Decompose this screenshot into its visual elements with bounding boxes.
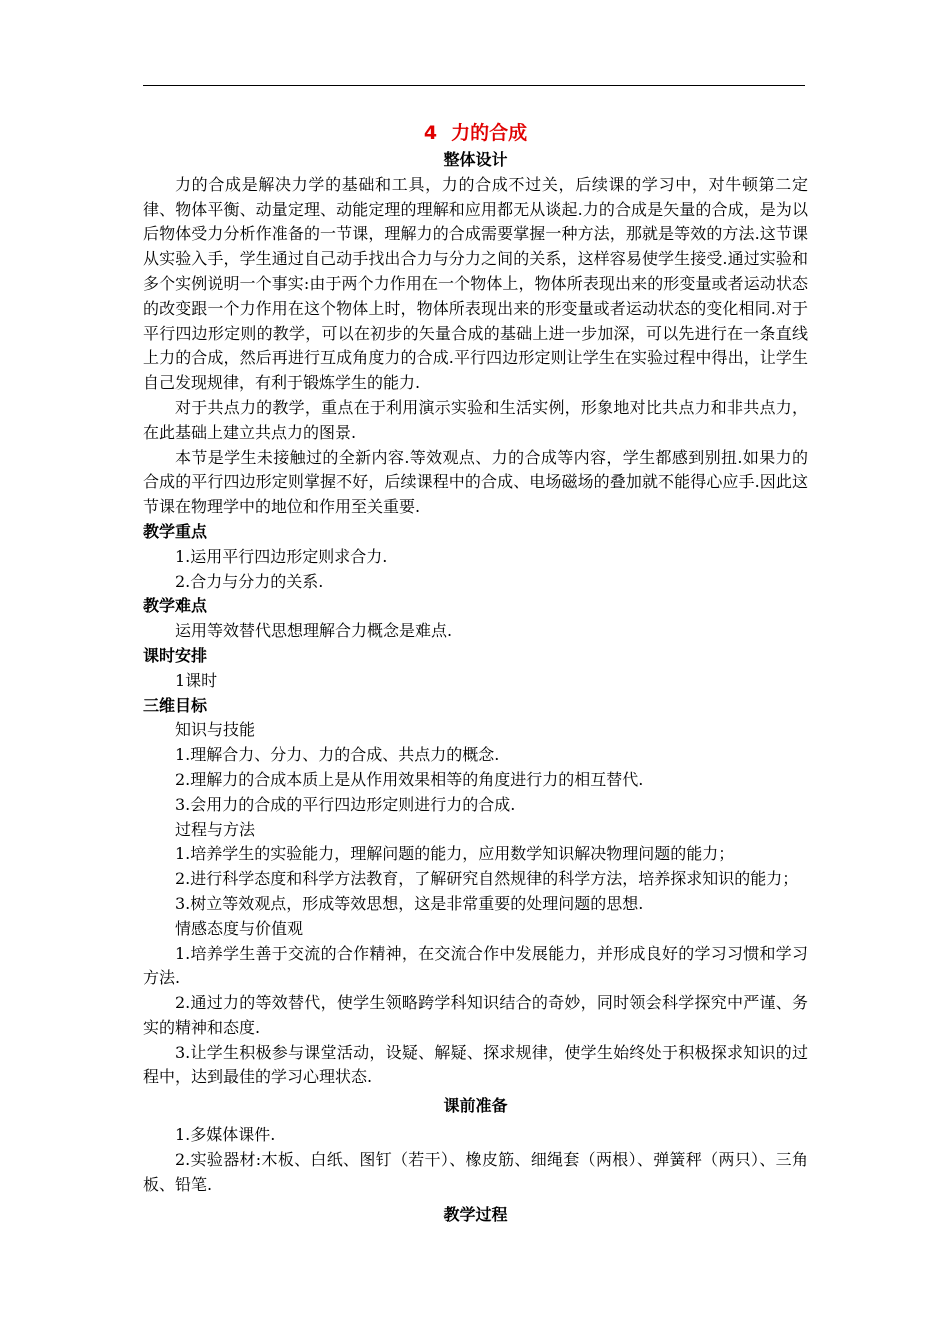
lesson-title [143, 118, 808, 148]
process-item: 1.培养学生的实验能力，理解问题的能力，应用数学知识解决物理问题的能力； [175, 844, 735, 864]
lesson-number: 4 [423, 122, 438, 144]
knowledge-item: 2.理解力的合成本质上是从作用效果相等的角度进行力的相互替代. [175, 769, 644, 789]
key-point-item: 1.运用平行四边形定则求合力. [175, 546, 388, 566]
attitude-item: 1.培养学生善于交流的合作精神，在交流合作中发展能力，并形成良好的学习习惯和学习方法. [143, 943, 808, 988]
process-item: 3.树立等效观点，形成等效思想，这是非常重要的处理问题的思想. [175, 893, 644, 913]
process-label: 过程与方法 [175, 819, 256, 839]
knowledge-item: 3.会用力的合成的平行四边形定则进行力的合成. [175, 794, 516, 814]
key-point-item: 2.合力与分力的关系. [175, 571, 324, 591]
key-points-heading: 教学重点 [143, 521, 208, 541]
header-rule [143, 85, 805, 86]
lesson-title-text: 力的合成 [451, 122, 528, 144]
preparation-item: 2.实验器材:木板、白纸、图钉（若干）、橡皮筋、细绳套（两根）、弹簧秤（两只）、三角板、铅笔. [143, 1149, 808, 1194]
process-item: 2.进行科学态度和科学方法教育，了解研究自然规律的科学方法，培养探求知识的能力； [175, 869, 799, 889]
overall-design-heading: 整体设计 [443, 150, 508, 169]
document-page [143, 118, 808, 1228]
attitude-item: 2.通过力的等效替代，使学生领略跨学科知识结合的奇妙，同时领会科学探究中严谨、务实的精神和态度. [143, 993, 808, 1037]
preparation-heading: 课前准备 [443, 1096, 508, 1116]
overall-design-paragraph-1: 力的合成是解决力学的基础和工具，力的合成不过关，后续课的学习中，对牛顿第二定律、物体平衡、动量定理、动能定理的理解和应用都无从谈起.力的合成是矢量的合成，是为以后物体受力分析作准备的一节课，理解力的合成需要掌握一种方法，那就是等效的方法.这节课从实验入手，学生通过自己动手找出合力与分力之间的关系，这样容易使学生接受.通过实验和多个实例说明一个事实:由于两个力作用在一个物体上，物体所表现出来的形变量或者运动状态的改变跟一个力作用在这个物体上时，物体所表现出来的形变量或者运动状态的变化相同.对于平行四边形定则的教学，可以在初步的矢量合成的基础上进一步加深，可以先进行在一条直线上力的合成，然后再进行互成角度力的合成.平行四边形定则让学生在实验过程中得出，让学生自己发现规律，有利于锻炼学生的能力. [143, 174, 808, 393]
knowledge-label: 知识与技能 [175, 720, 256, 740]
objectives-heading: 三维目标 [143, 695, 208, 715]
attitude-label: 情感态度与价值观 [175, 918, 304, 938]
attitude-item: 3.让学生积极参与课堂活动，设疑、解疑、探求规律，使学生始终处于积极探求知识的过程中，达到最佳的学习心理状态. [143, 1042, 808, 1087]
preparation-item: 1.多媒体课件. [175, 1125, 276, 1145]
overall-design-paragraph-3: 本节是学生未接触过的全新内容.等效观点、力的合成等内容，学生都感到别扭.如果力的合成的平行四边形定则掌握不好，后续课程中的合成、电场磁场的叠加就不能得心应手.因此这节课在物理学中的地位和作用至关重要. [143, 447, 808, 517]
teaching-process-heading: 教学过程 [443, 1205, 508, 1225]
overall-design-paragraph-2: 对于共点力的教学，重点在于利用演示实验和生活实例，形象地对比共点力和非共点力，在此基础上建立共点力的图景. [143, 397, 808, 442]
schedule-heading: 课时安排 [143, 645, 208, 665]
difficulties-text: 运用等效替代思想理解合力概念是难点. [175, 621, 453, 641]
knowledge-item: 1.理解合力、分力、力的合成、共点力的概念. [175, 745, 500, 765]
schedule-text: 1课时 [175, 670, 218, 690]
difficulties-heading: 教学难点 [143, 596, 208, 616]
